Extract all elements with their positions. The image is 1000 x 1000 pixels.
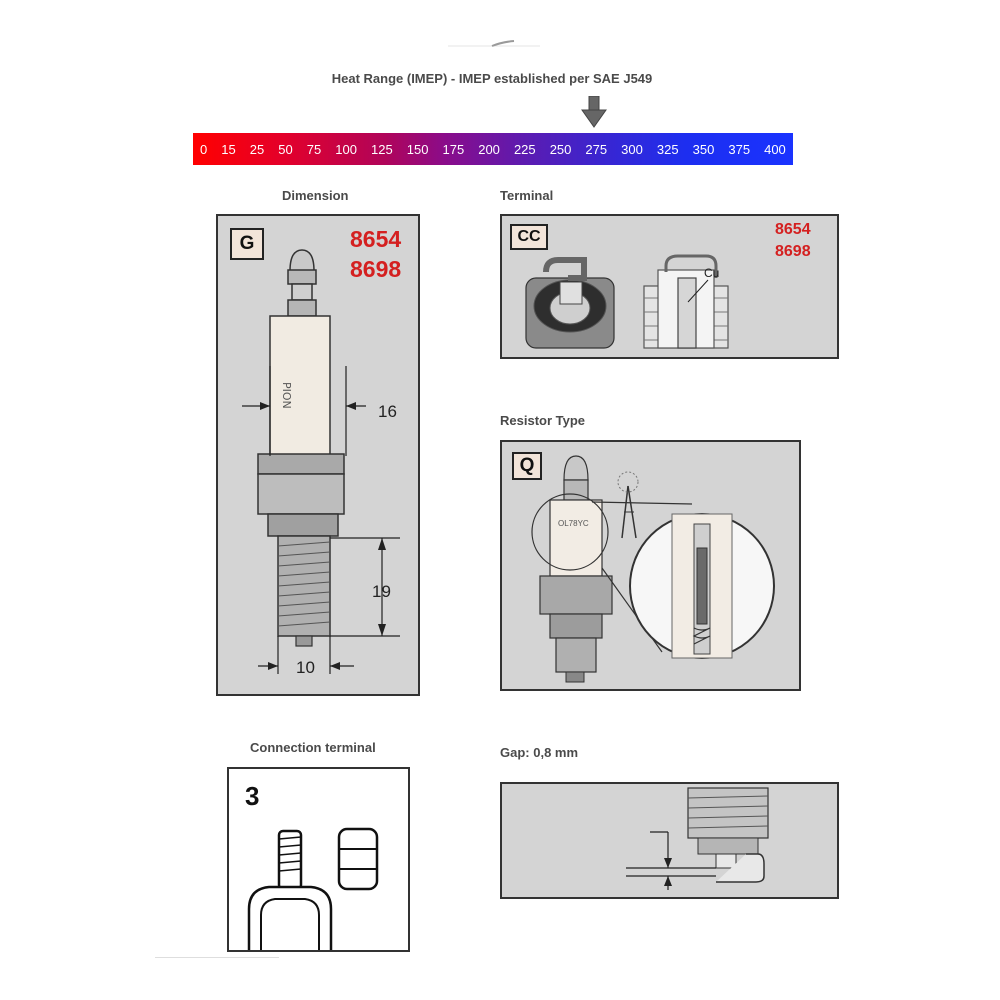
dimension-badge: G [230, 228, 264, 260]
terminal-badge: CC [510, 224, 548, 250]
heat-tick: 50 [278, 141, 293, 157]
terminal-heading: Terminal [500, 188, 554, 203]
resistor-panel [500, 440, 801, 691]
connection-panel [227, 767, 410, 952]
heat-tick: 100 [335, 141, 357, 157]
heat-tick: 350 [692, 141, 715, 157]
thread-diameter-label: 10 [296, 658, 315, 677]
heat-tick: 75 [306, 141, 322, 157]
thread-length-label: 19 [372, 582, 391, 601]
svg-text:OL78YC: OL78YC [558, 519, 589, 528]
bottom-divider [155, 957, 279, 958]
resistor-badge: Q [512, 452, 542, 480]
dimension-code-2: 8698 [350, 256, 402, 282]
gap-panel [500, 782, 839, 899]
heat-tick: 150 [406, 141, 429, 157]
terminal-panel [500, 214, 839, 359]
terminal-electrode-drawing [502, 216, 837, 357]
heat-tick: 300 [621, 141, 643, 157]
heat-tick: 0 [200, 141, 208, 157]
terminal-code-1: 8654 [775, 221, 811, 238]
heat-tick: 15 [221, 141, 236, 157]
top-fragment-shape [448, 40, 540, 48]
heat-range-scale [193, 133, 793, 165]
gap-drawing [502, 784, 837, 897]
heat-tick: 325 [656, 141, 679, 157]
heat-tick: 125 [371, 141, 393, 157]
terminal-code-2: 8698 [775, 243, 811, 260]
page-title: Heat Range (IMEP) - IMEP established per SAE J549 [331, 71, 653, 86]
connection-badge: 3 [245, 781, 260, 811]
resistor-plug-drawing [502, 442, 799, 689]
heat-tick: 250 [549, 141, 572, 157]
connection-heading: Connection terminal [250, 740, 376, 755]
top-fragment [448, 40, 540, 48]
dimension-panel [216, 214, 420, 696]
dimension-code-1: 8654 [350, 226, 402, 252]
heat-tick: 225 [513, 141, 536, 157]
heat-tick: 200 [478, 141, 500, 157]
resistor-heading: Resistor Type [500, 413, 586, 428]
gap-heading: Gap: 0,8 mm [500, 745, 579, 760]
heat-tick: 175 [442, 141, 465, 157]
heat-tick: 25 [249, 141, 265, 157]
dimension-heading: Dimension [282, 188, 349, 203]
copper-core-label: Cu [704, 266, 720, 280]
hex-width-label: 16 [378, 402, 397, 421]
spark-plug-dimension-drawing [218, 216, 418, 694]
connection-terminal-drawing [229, 769, 408, 950]
heat-tick: 275 [585, 141, 608, 157]
heat-tick: 375 [728, 141, 751, 157]
svg-text:PION: PION [280, 382, 293, 409]
heat-range-pointer-icon [580, 96, 608, 130]
heat-tick: 400 [764, 141, 786, 157]
